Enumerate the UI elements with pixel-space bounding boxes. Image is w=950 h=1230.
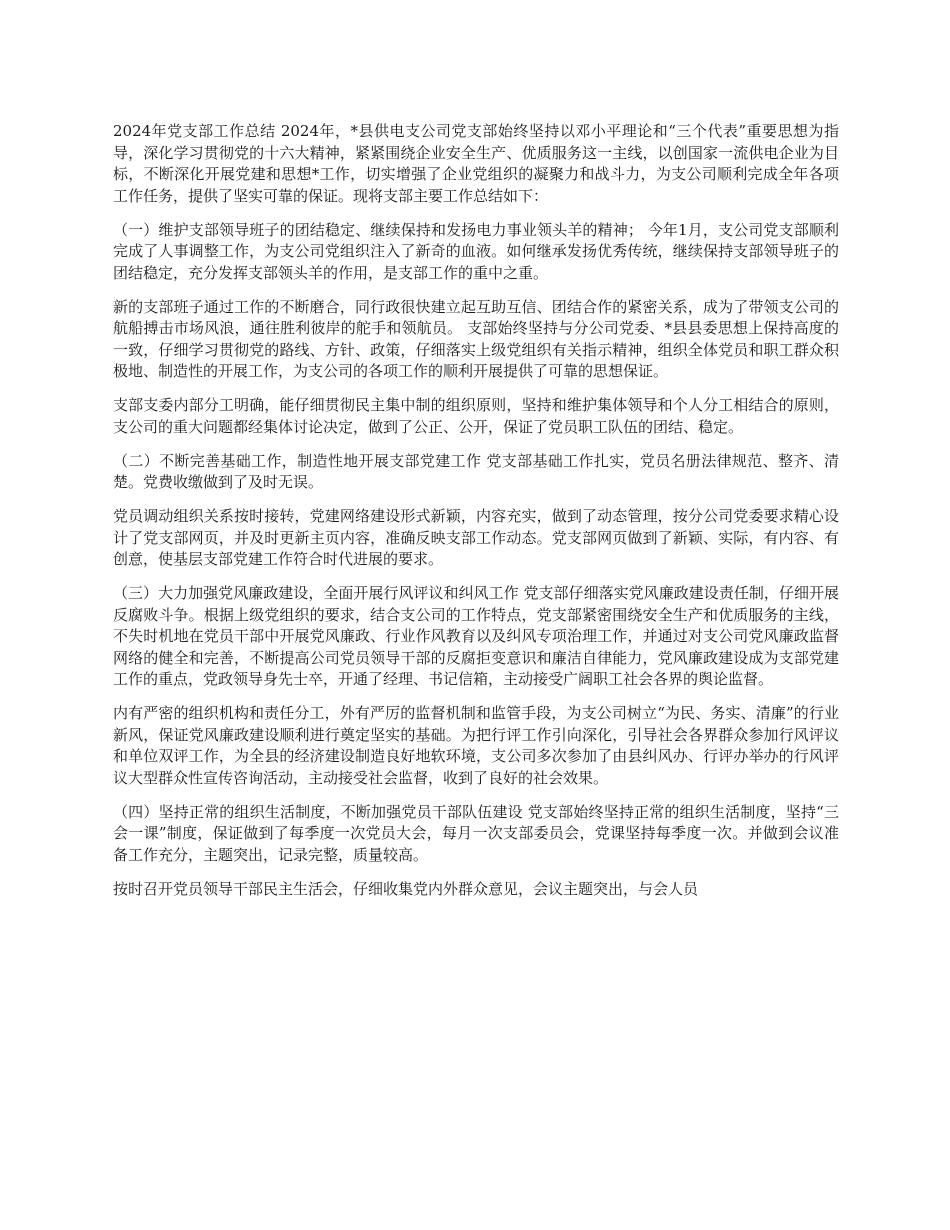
- paragraph-section-2: （二）不断完善基础工作，制造性地开展支部党建工作 党支部基础工作扎实，党员名册法律规范、整齐、清楚。党费收缴做到了及时无误。: [113, 451, 839, 491]
- paragraph-section-4-body: 按时召开党员领导干部民主生活会，仔细收集党内外群众意见，会议主题突出，与会人员: [113, 879, 699, 898]
- paragraph-section-1-body: 新的支部班子通过工作的不断磨合，同行政很快建立起互助互信、团结合作的紧密关系，成为了带领支公司的航船搏击市场风浪，通往胜利彼岸的舵手和领航员。 支部始终坚持与分公司党委、*县县委思想上保持高度的一致，仔细学习贯彻党的路线、方针、政策，仔细落实上级党组织有关指示精神，组织全体党员和职工群众积极地、制造性的开展工作，为支公司的各项工作的顺利开展提供了可靠的思想保证。: [113, 297, 839, 380]
- paragraph-section-4: （四）坚持正常的组织生活制度，不断加强党员干部队伍建设 党支部始终坚持正常的组织生活制度，坚持“三会一课”制度，保证做到了每季度一次党员大会，每月一次支部委员会，党课坚持每季度一次。并做到会议准备工作充分，主题突出，记录完整，质量较高。: [113, 802, 839, 864]
- paragraph-section-3-body: 内有严密的组织机构和责任分工，外有严厉的监督机制和监管手段，为支公司树立“为民、务实、清廉”的行业新风，保证党风廉政建设顺利进行奠定坚实的基础。为把行评工作引向深化，引导社会各界群众参加行风评议和单位双评工作，为全县的经济建设制造良好地软环境，支公司多次参加了由县纠风办、行评办举办的行风评议大型群众性宣传咨询活动，主动接受社会监督，收到了良好的社会效果。: [113, 704, 839, 787]
- paragraph-section-2-body: 党员调动组织关系按时接转，党建网络建设形式新颖，内容充实，做到了动态管理，按分公司党委要求精心设计了党支部网页，并及时更新主页内容，准确反映支部工作动态。党支部网页做到了新颖、实际，有内容、有创意，使基层支部党建工作符合时代进展的要求。: [113, 507, 839, 568]
- paragraph-section-1: （一）维护支部领导班子的团结稳定、继续保持和发扬电力事业领头羊的精神； 今年1月，支公司党支部顺利完成了人事调整工作，为支公司党组织注入了新奇的血液。如何继承发扬优秀传统，继续保持支部领导班子的团结稳定，充分发挥支部领头羊的作用，是支部工作的重中之重。: [113, 220, 839, 282]
- paragraph-section-3: （三）大力加强党风廉政建设，全面开展行风评议和纠风工作 党支部仔细落实党风廉政建设责任制，仔细开展反腐败斗争。根据上级党组织的要求，结合支公司的工作特点，党支部紧密围绕安全生产和优质服务的主线，不失时机地在党员干部中开展党风廉政、行业作风教育以及纠风专项治理工作，并通过对支公司党风廉政监督网络的健全和完善，不断提高公司党员领导干部的反腐拒变意识和廉洁自律能力，党风廉政建设成为支部党建工作的重点，党政领导身先士卒，开通了经理、书记信箱，主动接受广阔职工社会各界的舆论监督。: [113, 584, 839, 688]
- document-page: [113, 121, 839, 913]
- paragraph-intro: 2024年党支部工作总结 2024年，*县供电支公司党支部始终坚持以邓小平理论和“三个代表”重要思想为指导，深化学习贯彻党的十六大精神，紧紧围绕企业安全生产、优质服务这一主线，以创国家一流供电企业为目标，不断深化开展党建和思想*工作，切实增强了企业党组织的凝聚力和战斗力，为支公司顺利完成全年各项工作任务，提供了坚实可靠的保证。现将支部主要工作总结如下：: [113, 122, 839, 205]
- paragraph-section-1-division: 支部支委内部分工明确，能仔细贯彻民主集中制的组织原则，坚持和维护集体领导和个人分工相结合的原则，支公司的重大问题都经集体讨论决定，做到了公正、公开，保证了党员职工队伍的团结、稳定。: [113, 396, 839, 436]
